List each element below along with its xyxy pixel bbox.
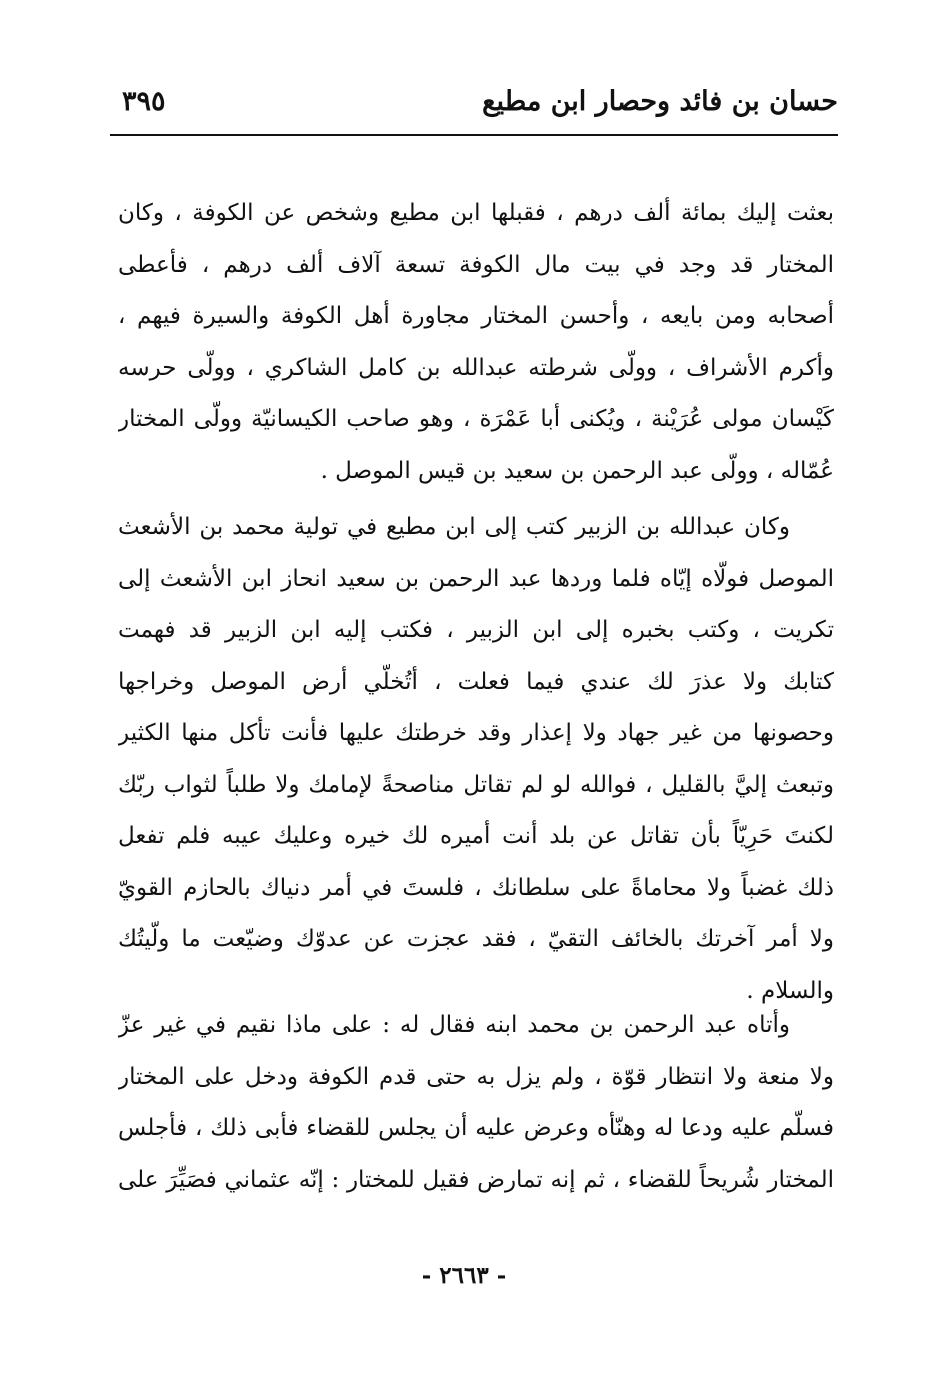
text-line: أصحابه ومن بايعه ، وأحسن المختار مجاورة أهل الكوفة والسيرة فيهم ، bbox=[118, 303, 834, 329]
text-line: ولا منعة ولا انتظار قوّة ، ولم يزل به حتى قدم الكوفة ودخل على المختار bbox=[118, 1063, 834, 1090]
page-header bbox=[110, 86, 838, 132]
header-divider bbox=[110, 134, 838, 136]
text-line: لكنتَ حَرِيّاً بأن تقاتل عن بلد أنت أميره لك خيره وعليك عيبه فلم تفعل bbox=[118, 823, 834, 849]
text-line: المختار شُريحاً للقضاء ، ثم إنه تمارض فقيل للمختار : إنّه عثماني فصَيِّرَ على bbox=[118, 1166, 834, 1193]
text-line: ولا أمر آخرتك بالخائف التقيّ ، فقد عجزت عن عدوّك وضيّعت ما ولّيتُك bbox=[118, 926, 834, 952]
text-line: كتابك ولا عذرَ لك عندي فيما فعلت ، أتُخلّي أرض الموصل وخراجها bbox=[118, 668, 834, 695]
text-line: عُمّاله ، وولّى عبد الرحمن بن سعيد بن قيس الموصل . bbox=[320, 457, 834, 484]
text-line: الموصل فولّاه إيّاه فلما وردها عبد الرحمن بن سعيد انحاز ابن الأشعث إلى bbox=[118, 565, 834, 592]
text-line: وحصونها من غير جهاد ولا إعذار وقد خرطتك عليها فأنت تأكل منها الكثير bbox=[118, 720, 834, 746]
text-line: ذلك غضباً ولا محاماةً على سلطانك ، فلستَ في أمر دنياك بالحازم القويّ bbox=[118, 874, 834, 901]
text-line: وتبعث إليَّ بالقليل ، فوالله لو لم تقاتل مناصحةً لإمامك ولا طلباً لثواب ربّك bbox=[118, 771, 834, 798]
footer-page-number: - ٢٦٦٣ - bbox=[421, 1262, 507, 1289]
text-line: كَيْسان مولى عُرَيْنة ، ويُكنى أبا عَمْرَة ، وهو صاحب الكيسانيّة وولّى المختار bbox=[118, 406, 834, 432]
header-page-number: ٣٩٥ bbox=[122, 86, 166, 117]
running-title: حسان بن فائد وحصار ابن مطيع bbox=[482, 86, 838, 117]
text-line: بعثت إليك بمائة ألف درهم ، فقبلها ابن مطيع وشخص عن الكوفة ، وكان bbox=[118, 200, 834, 226]
text-line: المختار قد وجد في بيت مال الكوفة تسعة آلاف ألف درهم ، فأعطى bbox=[118, 251, 834, 278]
paragraph-2 bbox=[118, 502, 834, 1017]
text-line: تكريت ، وكتب بخبره إلى ابن الزبير ، فكتب إليه ابن الزبير قد فهمت bbox=[118, 617, 834, 643]
text-line: والسلام . bbox=[746, 977, 834, 1004]
paragraph-3 bbox=[118, 1000, 834, 1206]
text-line: وأكرم الأشراف ، وولّى شرطته عبدالله بن كامل الشاكري ، وولّى حرسه bbox=[118, 354, 834, 381]
text-line: وأتاه عبد الرحمن بن محمد ابنه فقال له : على ماذا نقيم في غير عزّ bbox=[118, 1012, 790, 1038]
paragraph-1 bbox=[118, 188, 834, 497]
text-line: وكان عبدالله بن الزبير كتب إلى ابن مطيع في تولية محمد بن الأشعث bbox=[118, 514, 790, 540]
text-line: فسلّم عليه ودعا له وهنّأه وعرض عليه أن يجلس للقضاء فأبى ذلك ، فأجلس bbox=[118, 1115, 834, 1141]
